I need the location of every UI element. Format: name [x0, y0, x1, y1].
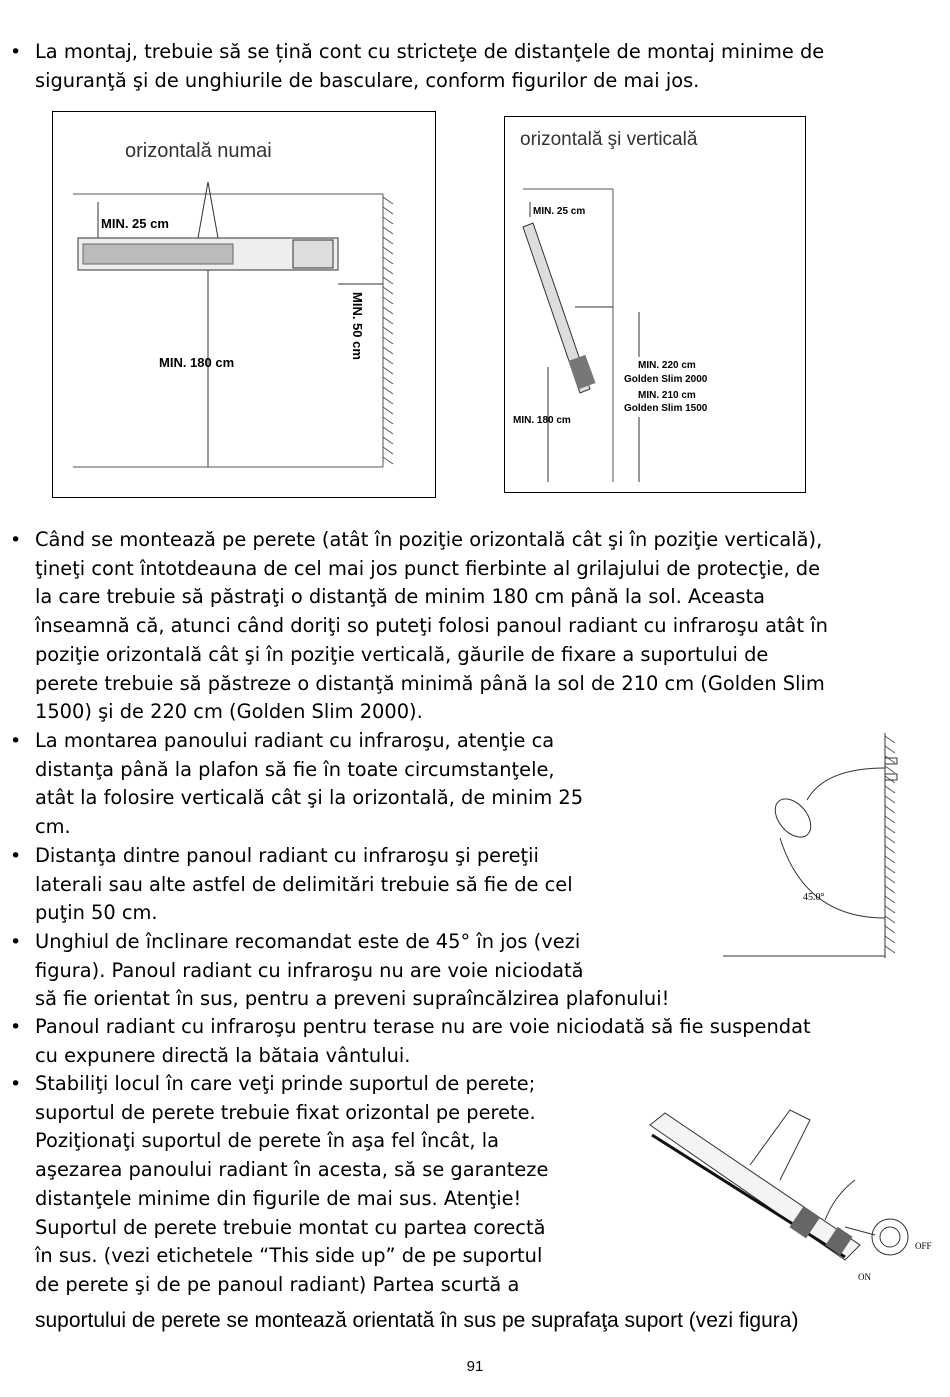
last-line: suportului de perete se montează orientată în sus pe suprafaţa suport (vezi figura) [35, 1309, 799, 1332]
angle-label: 45.0° [803, 892, 825, 903]
bullet-marker: • [10, 1073, 22, 1095]
text-line: Distanţa dintre panoul radiant cu infraroşu şi pereţii [35, 844, 539, 867]
text-line: Suportul de perete trebuie montat cu partea corectă [35, 1215, 546, 1239]
text-line: distanţa până la plafon să fie în toate circumstanţele, [35, 757, 555, 781]
figure-title: orizontală numai [125, 140, 272, 162]
label-min-220: MIN. 220 cm [638, 360, 696, 371]
figure-horizontal-vertical [504, 116, 806, 493]
text-line: perete trebuie să păstreze o distanţă minimă până la sol de 210 cm (Golden Slim [35, 671, 825, 695]
label-min-50: MIN. 50 cm [350, 292, 365, 360]
text-line: să fie orientat în sus, pentru a preveni supraîncălzirea plafonului! [35, 987, 670, 1011]
text-line: în sus. (vezi etichetele “This side up” de pe suportul [35, 1244, 543, 1268]
text-line: La montaj, trebuie să se țină cont cu stricteţe de distanţele de montaj minime de [35, 40, 825, 63]
off-label: OFF [915, 1241, 932, 1251]
text-line: Panoul radiant cu infraroşu pentru terase nu are voie niciodată să fie suspendat [35, 1015, 811, 1038]
text-line: atât la folosire verticală cât şi la orizontală, de minim 25 [35, 786, 584, 810]
tilt-angle-diagram [715, 728, 915, 963]
label-min-180: MIN. 180 cm [513, 415, 571, 426]
text-line: cu expunere directă la bătaia vântului. [35, 1043, 411, 1067]
text-line: aşezarea panoului radiant în acesta, să se garanteze [35, 1158, 549, 1182]
bullet-marker: • [10, 730, 22, 752]
bullet-marker: • [10, 1016, 22, 1038]
label-min-210: MIN. 210 cm [638, 390, 696, 401]
text-line: figura). Panoul radiant cu infraroşu nu are voie niciodată [35, 958, 584, 982]
text-line: poziţie orizontală cât şi în poziţie verticală, găurile de fixare a suportului de [35, 642, 769, 666]
text-line: suportul de perete trebuie fixat orizontal pe perete. [35, 1100, 536, 1124]
text-line: la care trebuie să păstraţi o distanţă de minim 180 cm până la sol. Aceasta [35, 585, 765, 609]
wall-bracket-diagram [630, 1095, 940, 1285]
text-line: ţineţi cont întotdeauna de cel mai jos punct fierbinte al grilajului de protecţie, de [35, 556, 821, 580]
figure-title: orizontală şi verticală [520, 129, 698, 150]
text-line: laterali sau alte astfel de delimitări trebuie să fie de cel [35, 872, 573, 896]
figure-horizontal-only [52, 111, 436, 498]
text-line: Stabiliţi locul în care veţi prinde suportul de perete; [35, 1072, 536, 1095]
text-line: Poziţionaţi suportul de perete în aşa fel încât, la [35, 1129, 500, 1153]
text-line: Când se montează pe perete (atât în poziţie orizontală cât şi în poziţie verticală), [35, 528, 823, 551]
text-line: distanţele minime din figurile de mai sus. Atenţie! [35, 1186, 522, 1210]
page-number: 91 [466, 1358, 484, 1375]
bullet-marker: • [10, 931, 22, 953]
text-line: înseamnă că, atunci când doriţi so puteţi folosi panoul radiant cu infraroşu atât în [35, 614, 828, 638]
text-line: Unghiul de înclinare recomandat este de 45° în jos (vezi [35, 930, 581, 953]
label-min-25: MIN. 25 cm [101, 216, 169, 231]
label-min-25: MIN. 25 cm [533, 206, 586, 217]
bullet-marker: • [10, 845, 22, 867]
bullet-marker: • [10, 41, 22, 63]
text-line: de perete şi de pe panoul radiant) Partea scurtă a [35, 1272, 520, 1296]
label-golden-slim-2000: Golden Slim 2000 [624, 374, 708, 385]
on-label: ON [858, 1272, 871, 1282]
text-line: puţin 50 cm. [35, 901, 158, 925]
text-line: cm. [35, 815, 71, 839]
horizontal-mount-diagram [53, 112, 435, 497]
label-golden-slim-1500: Golden Slim 1500 [624, 403, 708, 414]
bullet-marker: • [10, 529, 22, 551]
text-line: La montarea panoului radiant cu infraroşu, atenţie ca [35, 729, 555, 752]
vertical-mount-diagram [505, 117, 805, 492]
label-min-180: MIN. 180 cm [159, 355, 235, 370]
text-line: siguranţă şi de unghiurile de basculare, conform figurilor de mai jos. [35, 68, 700, 92]
text-line: 1500) şi de 220 cm (Golden Slim 2000). [35, 700, 423, 724]
